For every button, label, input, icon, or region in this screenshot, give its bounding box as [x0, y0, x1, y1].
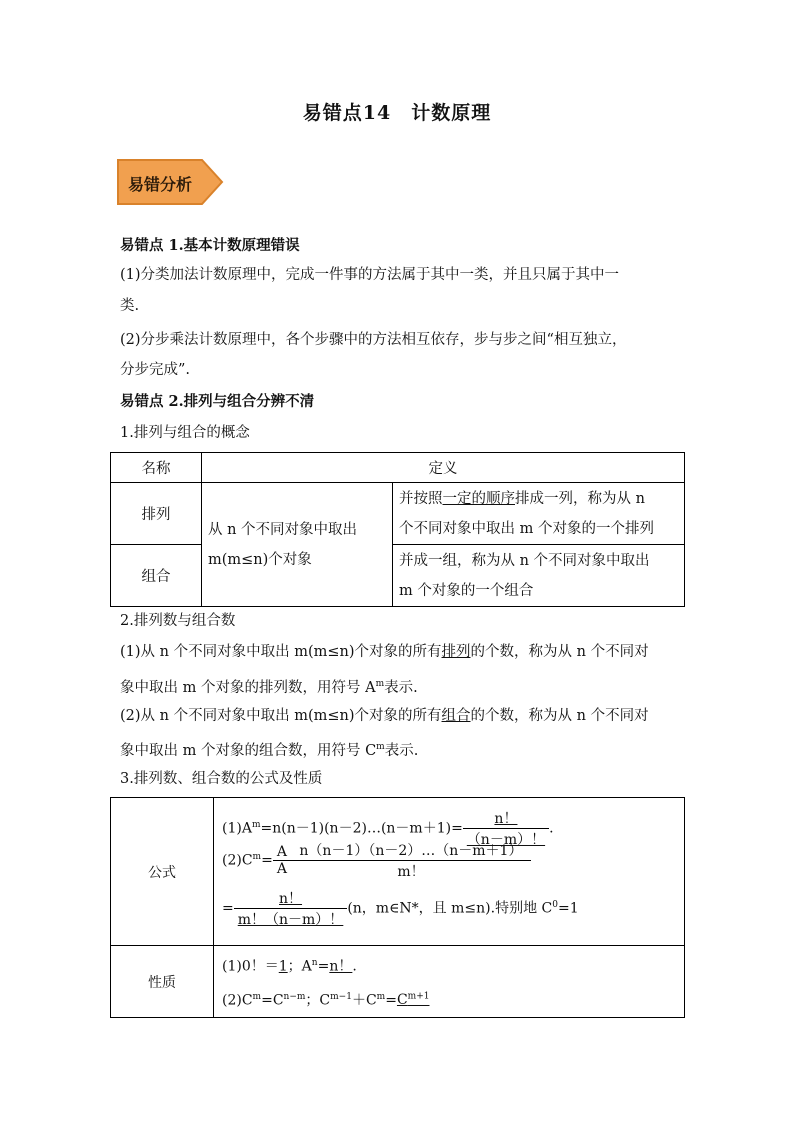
comb-def-a: 并成一组，称为从 n 个不同对象中取出 [399, 552, 650, 569]
col-def-header: 定义 [202, 453, 685, 483]
concept-table [110, 452, 685, 607]
section2-p2b [120, 737, 418, 761]
col-name-header: 名称 [111, 453, 202, 483]
section2-p1b [120, 674, 418, 698]
p2b-end: 表示. [384, 742, 419, 759]
f2-label: (2)C [222, 852, 253, 868]
p2a-underlined: 组合 [441, 708, 471, 724]
p1b-text: 象中取出 m 个对象的排列数，用符号 A [120, 679, 376, 696]
f2-den2: m！ [397, 863, 425, 880]
p1-underlined: 1 [278, 958, 288, 975]
property-cell [214, 946, 685, 1018]
p2a-post: 的个数，称为从 n 个不同对 [470, 708, 649, 724]
section2-heading: 易错点 2.排列与组合分辨不清 [120, 393, 315, 410]
f1-label: (1)A [222, 820, 252, 836]
p1a-pre: (1)从 n 个不同对象中取出 m(m≤n)个对象的所有 [120, 644, 442, 660]
f1-num: n！ [463, 808, 549, 829]
formula-line-3: = $\frac{n!}{m!(n-m)!}$ (n，m∈N*，且 m≤n).特别地 $C^0=1$ [222, 888, 676, 936]
f2-fraction-b [291, 840, 531, 881]
section1-heading: 易错点 1.基本计数原理错误 [120, 237, 300, 254]
p1-label: (1)0！＝ [222, 958, 279, 975]
formula-line-2: $(2)C^m=$ $\frac{A}{A}$ $\frac{n(n-1)(n-2)\dots(n-m+1)}{m!}$ [222, 840, 676, 888]
section2-sub2: 2.排列数与组合数 [120, 613, 236, 629]
page-title: 易错点14 计数原理 [302, 102, 492, 124]
p2-eq: = [385, 992, 397, 1009]
p1b-sup: m [375, 679, 385, 689]
formula-table [110, 797, 685, 1018]
f3-den: m！（n－m）！ [237, 911, 344, 928]
p2b-text: 象中取出 m 个对象的组合数，用符号 C [120, 742, 377, 759]
section1-p2a: (2)分步乘法计数原理中，各个步骤中的方法相互依存，步与步之间“相互独立， [120, 332, 627, 348]
common-def-a: 从 n 个不同对象中取出 [208, 521, 358, 538]
f3-post: (n，m∈N*，且 m≤n).特别地 C [347, 900, 553, 916]
comb-def-b: m 个对象的一个组合 [399, 582, 534, 599]
f3-end: =1 [557, 900, 579, 916]
perm-def-underlined: 一定的顺序 [442, 490, 515, 507]
p2-mid2: ；C [305, 992, 331, 1009]
section1-p2b: 分步完成”. [120, 362, 191, 378]
combination-def-cell [393, 545, 685, 607]
f3-eq: = [222, 900, 234, 916]
f2-den1: A [276, 860, 287, 877]
p1-underlined-2: n！ [329, 958, 353, 975]
common-def-cell [202, 483, 393, 607]
p1a-underlined: 排列 [441, 644, 471, 660]
property-label: 性质 [111, 946, 214, 1018]
perm-def-b: 个不同对象中取出 m 个对象的一个排列 [399, 520, 654, 537]
section-banner [116, 158, 224, 206]
common-def-b: m(m≤n)个对象 [208, 551, 312, 568]
f3-num: n！ [234, 888, 348, 909]
p2-mid: =C [261, 992, 284, 1009]
section2-p2a [120, 706, 649, 726]
p2a-pre: (2)从 n 个不同对象中取出 m(m≤n)个对象的所有 [120, 708, 442, 724]
p1-eq: = [317, 958, 330, 975]
f2-num1: A [273, 844, 291, 861]
f3-fraction [234, 888, 348, 929]
section2-sub1: 1.排列与组合的概念 [120, 425, 250, 441]
section1-p1b: 类. [120, 298, 140, 314]
banner-label: 易错分析 [128, 175, 193, 194]
row-combination-name: 组合 [111, 545, 202, 607]
f2-eq: = [261, 852, 273, 868]
p2b-sup: m [376, 742, 385, 752]
perm-def-post: 排成一列，称为从 n [515, 490, 645, 507]
p2-mid3: ＋C [351, 992, 377, 1009]
formula-cell [214, 798, 685, 946]
p2-label: (2)C [222, 992, 253, 1009]
p1-end: . [352, 958, 357, 975]
property-line-1: (1)0！＝1；$A^n=n$！. [222, 958, 357, 975]
f1-expr: =n(n－1)(n－2)…(n－m＋1)= [260, 820, 463, 836]
f2-num2: n（n－1）（n－2）…（n－m＋1） [291, 840, 531, 861]
property-line-2: $(2)C^m=C^{n-m}$；$C^{m-1}+C^m=C^{m+1}$ [222, 991, 430, 1009]
perm-def-pre: 并按照 [399, 490, 443, 507]
p2-underlined: $C^{m+1}$ [396, 991, 430, 1009]
formula-line-1: $(1)A^m=n(n-1)(n-2)\dots(n-m+1)=$ $\frac{n!}{(n-m)!}$ . [222, 808, 676, 840]
section2-sub3: 3.排列数、组合数的公式及性质 [120, 771, 323, 787]
f1-den: （n－m）！ [466, 831, 546, 848]
f2-fraction-a [273, 844, 291, 877]
p1-mid: ；A [287, 958, 312, 975]
p1a-post: 的个数，称为从 n 个不同对 [470, 644, 649, 660]
section1-p1a: (1)分类加法计数原理中，完成一件事的方法属于其中一类，并且只属于其中一 [120, 267, 620, 283]
section2-p1a [120, 642, 649, 662]
formula-label: 公式 [111, 798, 214, 946]
p1b-end: 表示. [384, 679, 418, 696]
permutation-def-cell [393, 483, 685, 545]
row-permutation-name: 排列 [111, 483, 202, 545]
